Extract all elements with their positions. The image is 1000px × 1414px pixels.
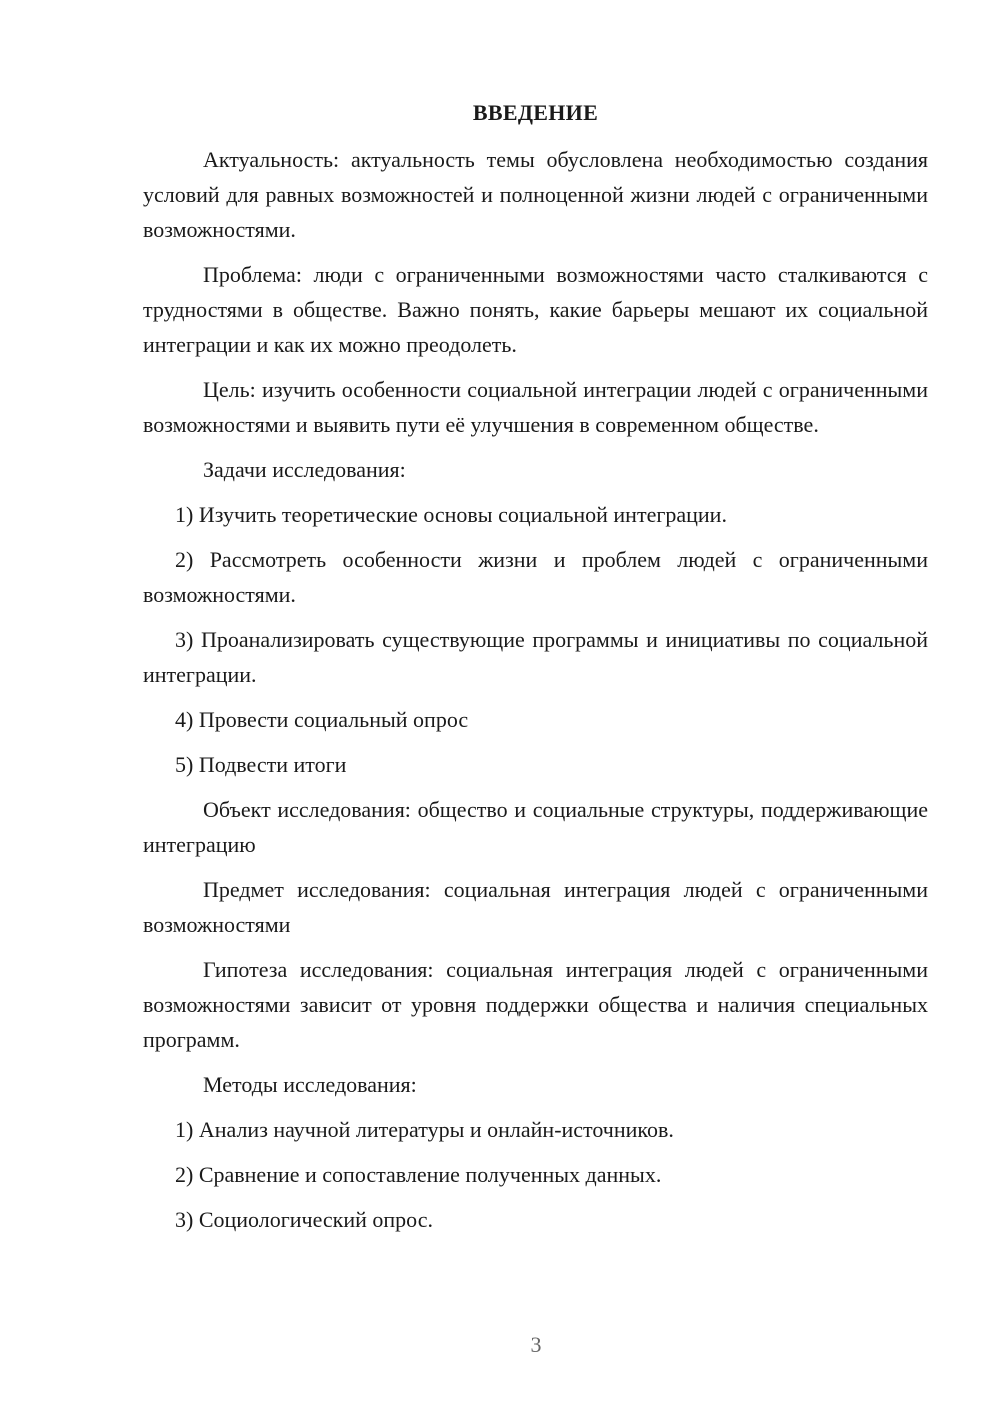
task-item: 4) Провести социальный опрос bbox=[175, 707, 469, 732]
subject-paragraph: Предмет исследования: социальная интеграция людей с ограниченными возможностями bbox=[143, 877, 928, 937]
relevance-paragraph: Актуальность: актуальность темы обусловлена необходимостью создания условий для равных возможностей и полноценной жизни людей с ограниченными возможностями. bbox=[143, 147, 928, 242]
method-item: 1) Анализ научной литературы и онлайн-источников. bbox=[175, 1117, 674, 1142]
method-item: 2) Сравнение и сопоставление полученных данных. bbox=[175, 1162, 662, 1187]
tasks-heading: Задачи исследования: bbox=[203, 457, 406, 482]
task-item: 2) Рассмотреть особенности жизни и проблем людей с ограниченными возможностями. bbox=[143, 547, 928, 607]
page-number: 3 bbox=[530, 1332, 542, 1357]
task-item: 1) Изучить теоретические основы социальной интеграции. bbox=[175, 502, 727, 527]
method-item: 3) Социологический опрос. bbox=[175, 1207, 433, 1232]
document-body bbox=[143, 95, 928, 1247]
problem-paragraph: Проблема: люди с ограниченными возможностями часто сталкиваются с трудностями в обществе. Важно понять, какие барьеры мешают их социальной интеграции и как их можно преодолеть. bbox=[143, 262, 928, 357]
task-item: 3) Проанализировать существующие программы и инициативы по социальной интеграции. bbox=[143, 627, 928, 687]
hypothesis-paragraph: Гипотеза исследования: социальная интеграция людей с ограниченными возможностями зависит от уровня поддержки общества и наличия специальных программ. bbox=[143, 957, 928, 1052]
methods-heading: Методы исследования: bbox=[203, 1072, 417, 1097]
goal-paragraph: Цель: изучить особенности социальной интеграции людей с ограниченными возможностями и выявить пути её улучшения в современном обществе. bbox=[143, 377, 928, 437]
page-title: ВВЕДЕНИЕ bbox=[472, 100, 599, 125]
object-paragraph: Объект исследования: общество и социальные структуры, поддерживающие интеграцию bbox=[143, 797, 928, 857]
task-item: 5) Подвести итоги bbox=[175, 752, 347, 777]
